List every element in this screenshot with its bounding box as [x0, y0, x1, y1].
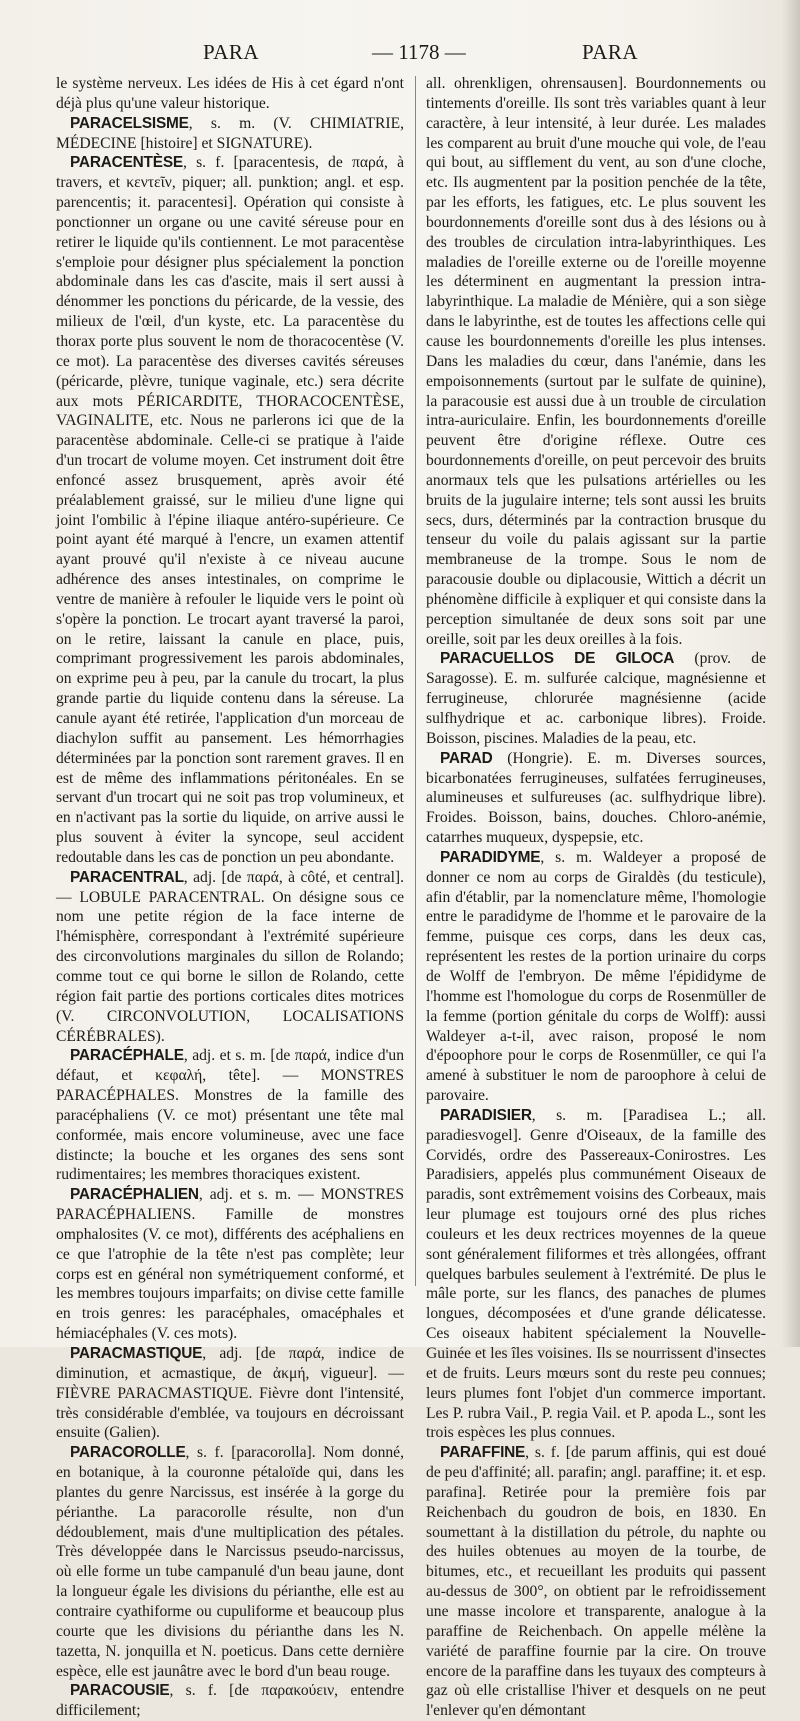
- dictionary-entry: [56, 153, 404, 867]
- entry-headword: PARACOUSIE: [70, 1682, 170, 1700]
- entry-text: , adj. [de παρά, indice de diminution, et acmastique, de ἀκμή, vigueur]. — FIÈVRE PARACMASTIQUE. Fièvre dont l'intensité, très considérable d'emblée, va toujours en décroissant ensuite (Galien).: [56, 1345, 404, 1442]
- entry-headword: PARACOROLLE: [70, 1444, 186, 1462]
- entry-text: , s. m. Waldeyer a proposé de donner ce nom au corps de Giraldès (du testicule), afin d'établir, par la nomenclature même, l'homologie entre le paradidyme de l'homme et le parovaire de la femme, puisque ces corps, dans les deux cas, représentent les restes de la portion urinaire du corps de Wolff de l'embryon. De même l'épididyme de l'homme est l'homologue du corps de Rosenmüller de la femme (portion génitale du corps de Wolff): aussi Waldeyer a-t-il, avec raison, proposé le nom d'époophore pour le corps de Rosenmüller, ce qui l'a amené à substituer le nom de paroophore à celui de parovaire.: [426, 848, 766, 1105]
- entry-headword: PARADIDYME: [440, 848, 541, 866]
- header-left-guide-word: PARA: [203, 40, 260, 64]
- entry-headword: PARAD: [440, 749, 493, 767]
- dictionary-entry: [56, 1681, 404, 1721]
- entry-text: (Hongrie). E. m. Diverses sources, bicarbonatées ferrugineuses, sulfatées ferrugineuses, alumineuses et sulfureuses (ac. sulfhydrique libre). Froides. Boisson, bains, douches. Chloro-anémie, catarrhes muqueux, dyspepsie, etc.: [426, 749, 766, 847]
- dictionary-entry: [426, 649, 766, 748]
- entry-text: , s. f. [de παρακούειν, entendre difficilement;: [56, 1682, 404, 1720]
- running-header: [0, 40, 800, 70]
- entry-text: all. ohrenkligen, ohrensausen]. Bourdonnements ou tintements d'oreille. Ils sont très variables quant à leur caractère, à leur intensité, à leur durée. Les malades les comparent au bruit d'une mouche qui vole, de l'eau qui bout, au sifflement du vent, au son d'une cloche, etc. Ils augmentent par la position penchée de la tête, par les efforts, les fatigues, etc. Le plus souvent les bourdonnements d'oreille sont dus à des lésions ou à des troubles de circulation intra-labyrinthiques. Les maladies de l'oreille externe ou de l'oreille moyenne les déterminent en augmentant la pression intra-labyrinthique. La maladie de Ménière, qui a son siège dans le labyrinthe, est de toutes les affections celle qui cause les bourdonnements d'oreille les plus intenses. Dans les maladies du cœur, dans l'anémie, dans les empoisonnements (surtout par le sulfate de quinine), la paracousie est aussi due à un trouble de circulation intra-auriculaire. Enfin, les bourdonnements d'oreille peuvent être d'origine réflexe. Outre ces bourdonnements d'oreille, on peut percevoir des bruits anormaux tels que les pulsations artérielles ou les bruits de la jugulaire interne; tels sont aussi les bruits secs, durs, déterminés par la contraction brusque du tenseur du voile du palais agissant sur la partie membraneuse de la trompe. Sous le nom de paracousie double ou diplacousie, Wittich a décrit un phénomène difficile à expliquer et qui consiste dans la perception simultanée de deux sons soit par une oreille, soit par les deux oreilles à la fois.: [426, 75, 766, 648]
- dictionary-entry: [426, 749, 766, 848]
- entry-headword: PARACENTÈSE: [70, 154, 183, 172]
- entry-headword: PARACENTRAL: [70, 868, 184, 886]
- dictionary-entry: [56, 1185, 404, 1344]
- entry-headword: PARAFFINE: [440, 1444, 526, 1462]
- dictionary-entry: [56, 114, 404, 154]
- dictionary-entry: [426, 1106, 766, 1443]
- page-number: — 1178 —: [372, 40, 466, 64]
- entry-continuation: [56, 74, 404, 114]
- entry-text: , s. m. (V. CHIMIATRIE, MÉDECINE [histoire] et SIGNATURE).: [56, 114, 404, 152]
- dictionary-entry: [56, 1443, 404, 1681]
- dictionary-entry: [426, 848, 766, 1106]
- entry-text: , s. f. [de parum affinis, qui est doué de peu d'affinité; all. parafin; angl. paraffine; it. et esp. parafina]. Retirée pour la première fois par Reichenbach du goudron de bois, en 1830. En soumettant à la distillation du pétrole, du naphte ou des huiles obtenues au moyen de la tourbe, de bitumes, etc., et recueillant les produits qui passent au-dessus de 300°, on obtient par le refroidissement une masse incolore et transparente, analogue à la paraffine de Reichenbach. On appelle mélène la variété de paraffine fournie par la cire. On trouve encore de la paraffine dans les tuyaux des compteurs à gaz où elle cristallise l'hiver et desquels on ne peut l'enlever qu'en démontant: [426, 1444, 766, 1720]
- entry-headword: PARADISIER: [440, 1106, 532, 1124]
- dictionary-entry: [426, 1443, 766, 1721]
- entry-headword: PARACMASTIQUE: [70, 1345, 203, 1362]
- page-edge-shadow: [782, 0, 800, 1347]
- entry-text: (prov. de Saragosse). E. m. sulfurée calcique, magnésienne et ferrugineuse, chlorurée magnésienne (acide sulfhydrique et ac. carbonique libres). Froide. Boisson, piscines. Maladies de la peau, etc.: [426, 650, 766, 747]
- entry-text: , adj. et s. m. — MONSTRES PARACÉPHALIENS. Famille de monstres omphalosites (V. ce mot), différents des acéphaliens en ce que l'atrophie de la tête n'est pas complète; leur corps est en général non symétriquement conformé, et les membres toujours imparfaits; on divise cette famille en trois genres: les paracéphales, omacéphales et hémiacéphales (V. ces mots).: [56, 1186, 404, 1343]
- entry-text: , adj. [de παρά, à côté, et central]. — LOBULE PARACENTRAL. On désigne sous ce nom une petite région de la face interne de l'hémisphère, correspondant à l'extrémité supérieure des circonvolutions marginales du sillon de Rolando; comme tout ce qui borne le sillon de Rolando, cette région fait partie des portions corticales dites motrices (V. CIRCONVOLUTION, LOCALISATIONS CÉRÉBRALES).: [56, 868, 404, 1045]
- header-right-guide-word: PARA: [582, 40, 639, 64]
- dictionary-entry: [56, 868, 404, 1047]
- entry-text: , s. f. [paracentesis, de παρά, à travers, et κεντεῖν, piquer; all. punktion; angl. et esp. parencentis; it. paracentesi]. Opération qui consiste à ponctionner un organe ou une cavité séreuse pour en retirer le liquide qu'ils contiennent. Le mot paracentèse s'emploie pour désigner plus spécialement la ponction abdominale dans les cas d'ascite, mais il sert aussi à dénommer les ponctions du péricarde, de la vessie, des milieux de l'œil, d'un kyste, etc. La paracentèse du thorax porte plus souvent le nom de thoracocentèse (V. ce mot). La paracentèse des diverses cavités séreuses (péricarde, plèvre, tunique vaginale, etc.) sera décrite aux mots PÉRICARDITE, THORACOCENTÈSE, VAGINALITE, etc. Nous ne parlerons ici que de la paracentèse abdominale. Celle-ci se pratique à l'aide d'un trocart de volume moyen. Cet instrument doit être enfoncé assez brusquement, après avoir été préalablement graissé, sur le milieu d'une ligne qui joint l'ombilic à l'épine iliaque antéro-supérieure. Ce point ayant été marqué à l'encre, un examen attentif ayant prouvé qu'il n'existe à ce niveau aucune adhérence des anses intestinales, on comprime le ventre de manière à refouler le liquide vers le point où s'opère la ponction. Le trocart ayant traversé la paroi, on le retire, laissant la canule en place, puis, comprimant progressivement les parois abdominales, on exprime peu à peu, par la canule du trocart, la plus grande partie du liquide contenu dans la séreuse. La canule ayant été retirée, l'application d'un morceau de diachylon suffit au pansement. Les hémorrhagies déterminées par la ponction sont rarement graves. Il en est de même des inflammations péritonéales. En se servant d'un trocart qui ne soit pas trop volumineux, et en n'activant pas la sortie du liquide, on arrive aussi le plus souvent à éviter la syncope, seul accident redoutable dans les cas de ponction un peu abondante.: [56, 154, 404, 866]
- dictionary-entry: [56, 1046, 404, 1185]
- entry-continuation: [426, 74, 766, 649]
- entry-headword: PARACÉPHALIEN: [70, 1186, 199, 1204]
- entry-text: le système nerveux. Les idées de His à cet égard n'ont déjà plus qu'une valeur historique.: [56, 75, 404, 112]
- dictionary-entry: [56, 1344, 404, 1443]
- left-column: [56, 74, 404, 1721]
- entry-text: , s. f. [paracorolla]. Nom donné, en botanique, à la couronne pétaloïde qui, dans les plantes du genre Narcissus, est insérée à la gorge du périanthe. La paracorolle résulte, non d'un dédoublement, mais d'une multiplication des pétales. Très développée dans le Narcissus pseudo-narcissus, où elle forme un tube campanulé d'un beau jaune, dont la longueur égale les divisions du périanthe, elle est au contraire cyathiforme ou cupuliforme et beaucoup plus courte que les divisions du périanthe dans les N. tazetta, N. jonquilla et N. poeticus. Dans cette dernière espèce, elle est jaunâtre avec le bord d'un beau rouge.: [56, 1444, 404, 1680]
- entry-text: , s. m. [Paradisea L.; all. paradiesvogel]. Genre d'Oiseaux, de la famille des Corvidés, ordre des Passereaux-Conirostres. Les Paradisiers, appelés plus communément Oiseaux de paradis, sont extrêmement voisins des Corbeaux, mais leur plumage est toujours orné des plus riches couleurs et les deux rectrices moyennes de la queue sont généralement filiformes et très allongées, offrant quelques barbules seulement à l'extrémité. De plus le mâle porte, sur les flancs, des panaches de plumes longues, décomposées et d'une grande délicatesse. Ces oiseaux habitent spécialement la Nouvelle-Guinée et les îles voisines. Ils se nourrissent d'insectes et de fruits. Leurs mœurs sont du reste peu connues; leurs plumes font l'objet d'un commerce important. Les P. rubra Vail., P. regia Vail. et P. apoda L., sont les trois espèces les plus connues.: [426, 1106, 766, 1442]
- entry-headword: PARACUELLOS DE GILOCA: [440, 650, 675, 668]
- entry-headword: PARACELSISME: [70, 114, 189, 132]
- right-column: [426, 74, 766, 1721]
- entry-headword: PARACÉPHALE: [70, 1047, 184, 1065]
- column-divider: [415, 76, 416, 1286]
- entry-text: , adj. et s. m. [de παρά, indice d'un défaut, et κεφαλή, tête]. — MONSTRES PARACÉPHALES. Monstres de la famille des paracéphaliens (V. ce mot) présentant une tête mal conformée, mais encore volumineuse, avec une face distincte; la bouche et les organes des sens sont rudimentaires; les membres thoraciques existent.: [56, 1047, 404, 1184]
